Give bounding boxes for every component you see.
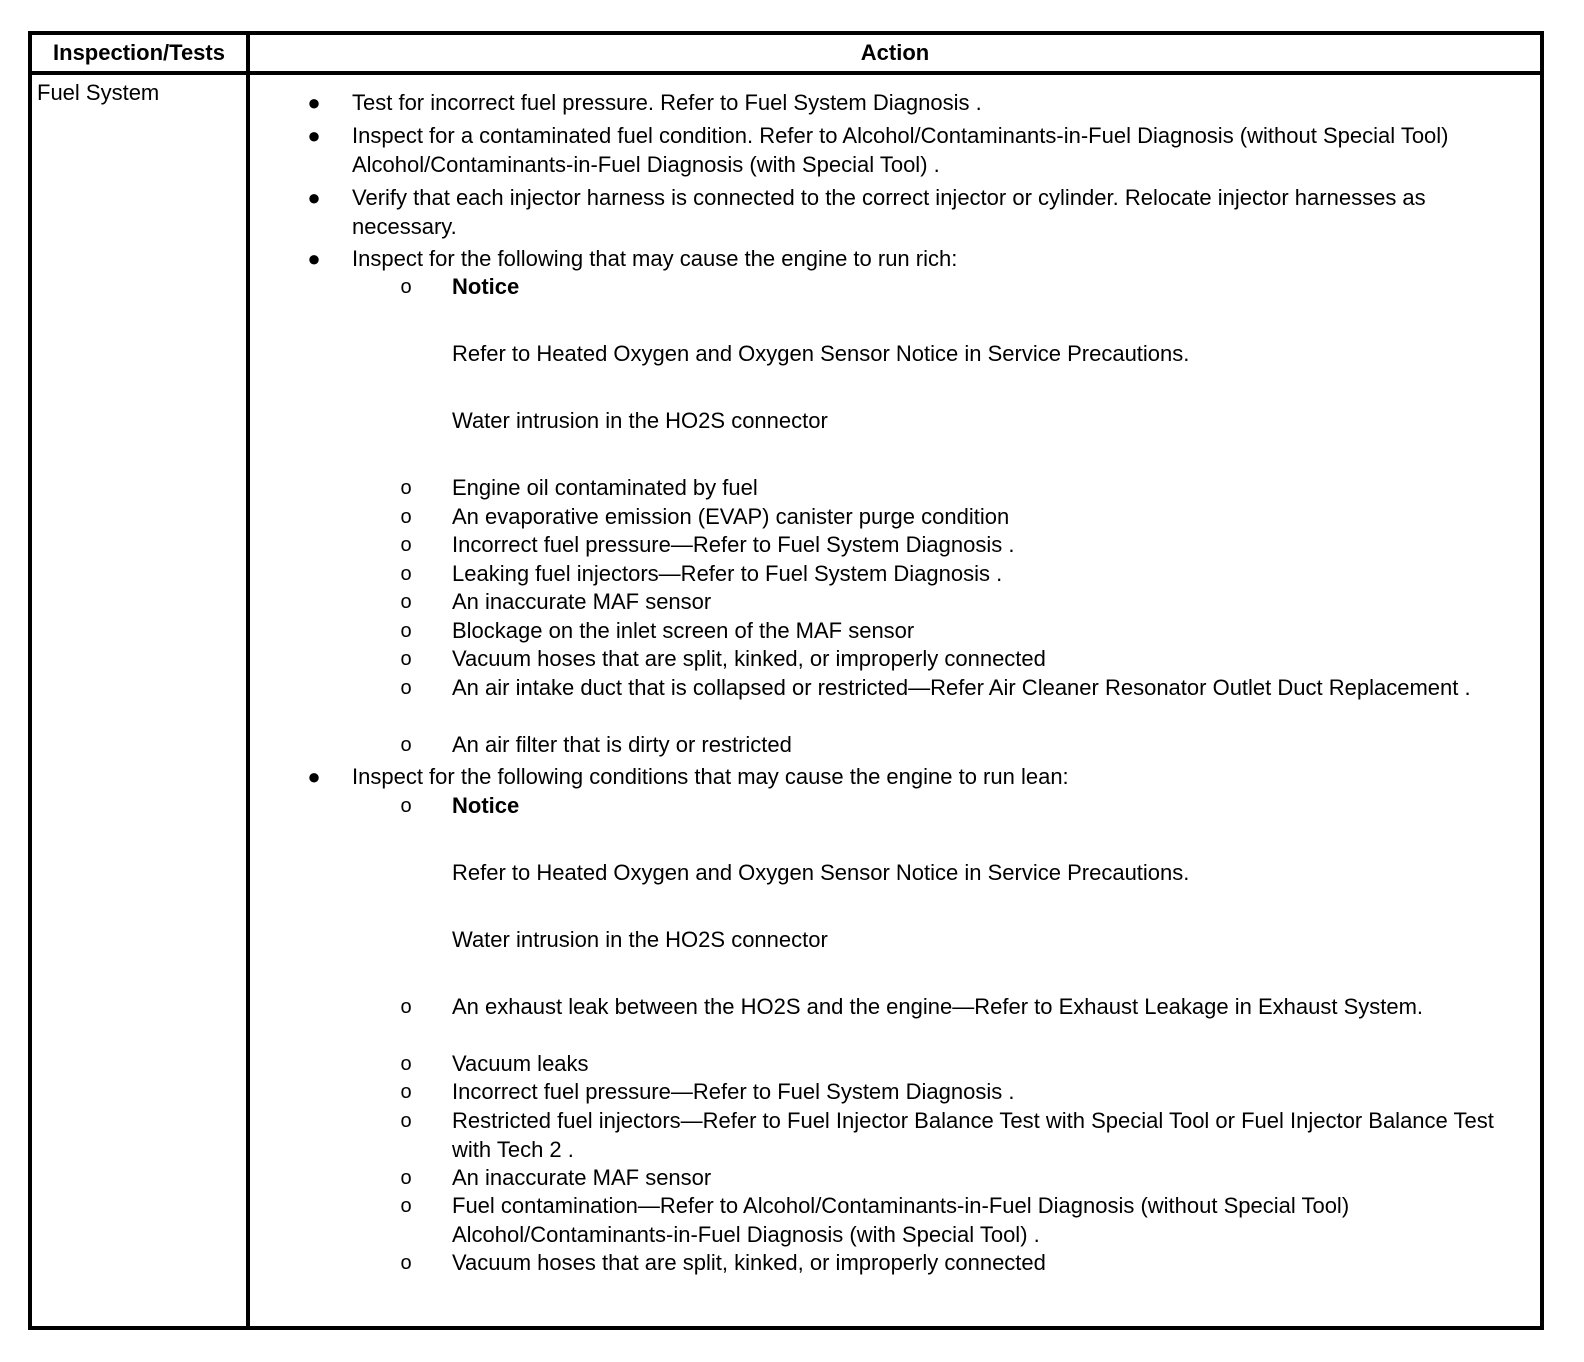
list-item: ● Inspect for a contaminated fuel condition. Refer to Alcohol/Contaminants-in-Fuel Diagnosis (without Special Tool) Alcohol/Contaminants-in-Fuel Diagnosis (with Special Tool) . (250, 122, 1510, 179)
sub-bullet-icon: o (400, 648, 412, 670)
header-inspection-tests: Inspection/Tests (32, 35, 250, 71)
sub-list-item: o Engine oil contaminated by fuel (250, 474, 1510, 503)
bullet-icon: ● (307, 123, 321, 148)
sub-list-item: o Fuel contamination—Refer to Alcohol/Contaminants-in-Fuel Diagnosis (without Special Tool) Alcohol/Contaminants-in-Fuel Diagnosis (with Special Tool) . (250, 1192, 1510, 1249)
sub-list-item: o Restricted fuel injectors—Refer to Fuel Injector Balance Test with Special Tool or Fuel Injector Balance Test with Tech 2 . (250, 1107, 1510, 1164)
bullet-icon: ● (307, 185, 321, 210)
table-header-row (32, 35, 1540, 75)
row-label-fuel-system: Fuel System (37, 80, 160, 105)
sub-bullet-icon: o (400, 591, 412, 613)
sub-bullet-icon: o (400, 534, 412, 556)
header-action: Action (860, 40, 930, 65)
sub-list-item: o Incorrect fuel pressure—Refer to Fuel System Diagnosis . (250, 531, 1510, 560)
sub-list-item: o Vacuum hoses that are split, kinked, or improperly connected (250, 1249, 1510, 1278)
sub-bullet-icon: o (400, 1081, 412, 1103)
sub-bullet-icon: o (400, 1167, 412, 1189)
list-item: ● Test for incorrect fuel pressure. Refer to Fuel System Diagnosis . (250, 89, 1510, 118)
list-item: ● Verify that each injector harness is connected to the correct injector or cylinder. Relocate injector harnesses as necessary. (250, 184, 1510, 241)
sub-bullet-icon: o (400, 795, 412, 817)
sub-list-item: o Vacuum hoses that are split, kinked, or improperly connected (250, 645, 1510, 674)
action-cell (250, 79, 1540, 1326)
sub-list-item: o An air intake duct that is collapsed or restricted—Refer Air Cleaner Resonator Outlet Duct Replacement . (250, 674, 1510, 703)
sub-list-item: o Leaking fuel injectors—Refer to Fuel System Diagnosis . (250, 560, 1510, 589)
notice-title: Notice (452, 793, 520, 818)
sub-list-item: o An air filter that is dirty or restricted (250, 731, 1510, 760)
bullet-icon: ● (307, 90, 321, 115)
sub-list-item: o An exhaust leak between the HO2S and the engine—Refer to Exhaust Leakage in Exhaust System. (250, 993, 1510, 1022)
sub-list-item: o Vacuum leaks (250, 1050, 1510, 1079)
list-item-rich: ● Inspect for the following that may cause the engine to run rich: (250, 245, 1510, 274)
sub-bullet-icon: o (400, 620, 412, 642)
notice-title: Notice (452, 274, 520, 299)
notice-extra: Water intrusion in the HO2S connector (452, 927, 828, 952)
notice-item (250, 273, 1510, 302)
bullet-icon: ● (307, 764, 321, 789)
sub-bullet-icon: o (400, 734, 412, 756)
sub-bullet-icon: o (400, 677, 412, 699)
sub-bullet-icon: o (400, 1053, 412, 1075)
sub-bullet-icon: o (400, 563, 412, 585)
notice-body: Refer to Heated Oxygen and Oxygen Sensor Notice in Service Precautions. (452, 860, 1190, 885)
notice-body: Refer to Heated Oxygen and Oxygen Sensor Notice in Service Precautions. (452, 341, 1190, 366)
notice-extra: Water intrusion in the HO2S connector (452, 408, 828, 433)
bullet-icon: ● (307, 246, 321, 271)
sub-list-item: o Blockage on the inlet screen of the MAF sensor (250, 617, 1510, 646)
sub-bullet-icon: o (400, 276, 412, 298)
sub-bullet-icon: o (400, 506, 412, 528)
sub-list-item: o Incorrect fuel pressure—Refer to Fuel System Diagnosis . (250, 1078, 1510, 1107)
sub-list-item: o An inaccurate MAF sensor (250, 588, 1510, 617)
inspection-table (28, 31, 1544, 1330)
sub-bullet-icon: o (400, 1252, 412, 1274)
sub-bullet-icon: o (400, 1195, 412, 1217)
sub-list-item: o An evaporative emission (EVAP) canister purge condition (250, 503, 1510, 532)
sub-list-item: o An inaccurate MAF sensor (250, 1164, 1510, 1193)
list-item-lean: ● Inspect for the following conditions that may cause the engine to run lean: (250, 763, 1510, 792)
sub-bullet-icon: o (400, 477, 412, 499)
sub-bullet-icon: o (400, 996, 412, 1018)
notice-item (250, 792, 1510, 821)
sub-bullet-icon: o (400, 1110, 412, 1132)
